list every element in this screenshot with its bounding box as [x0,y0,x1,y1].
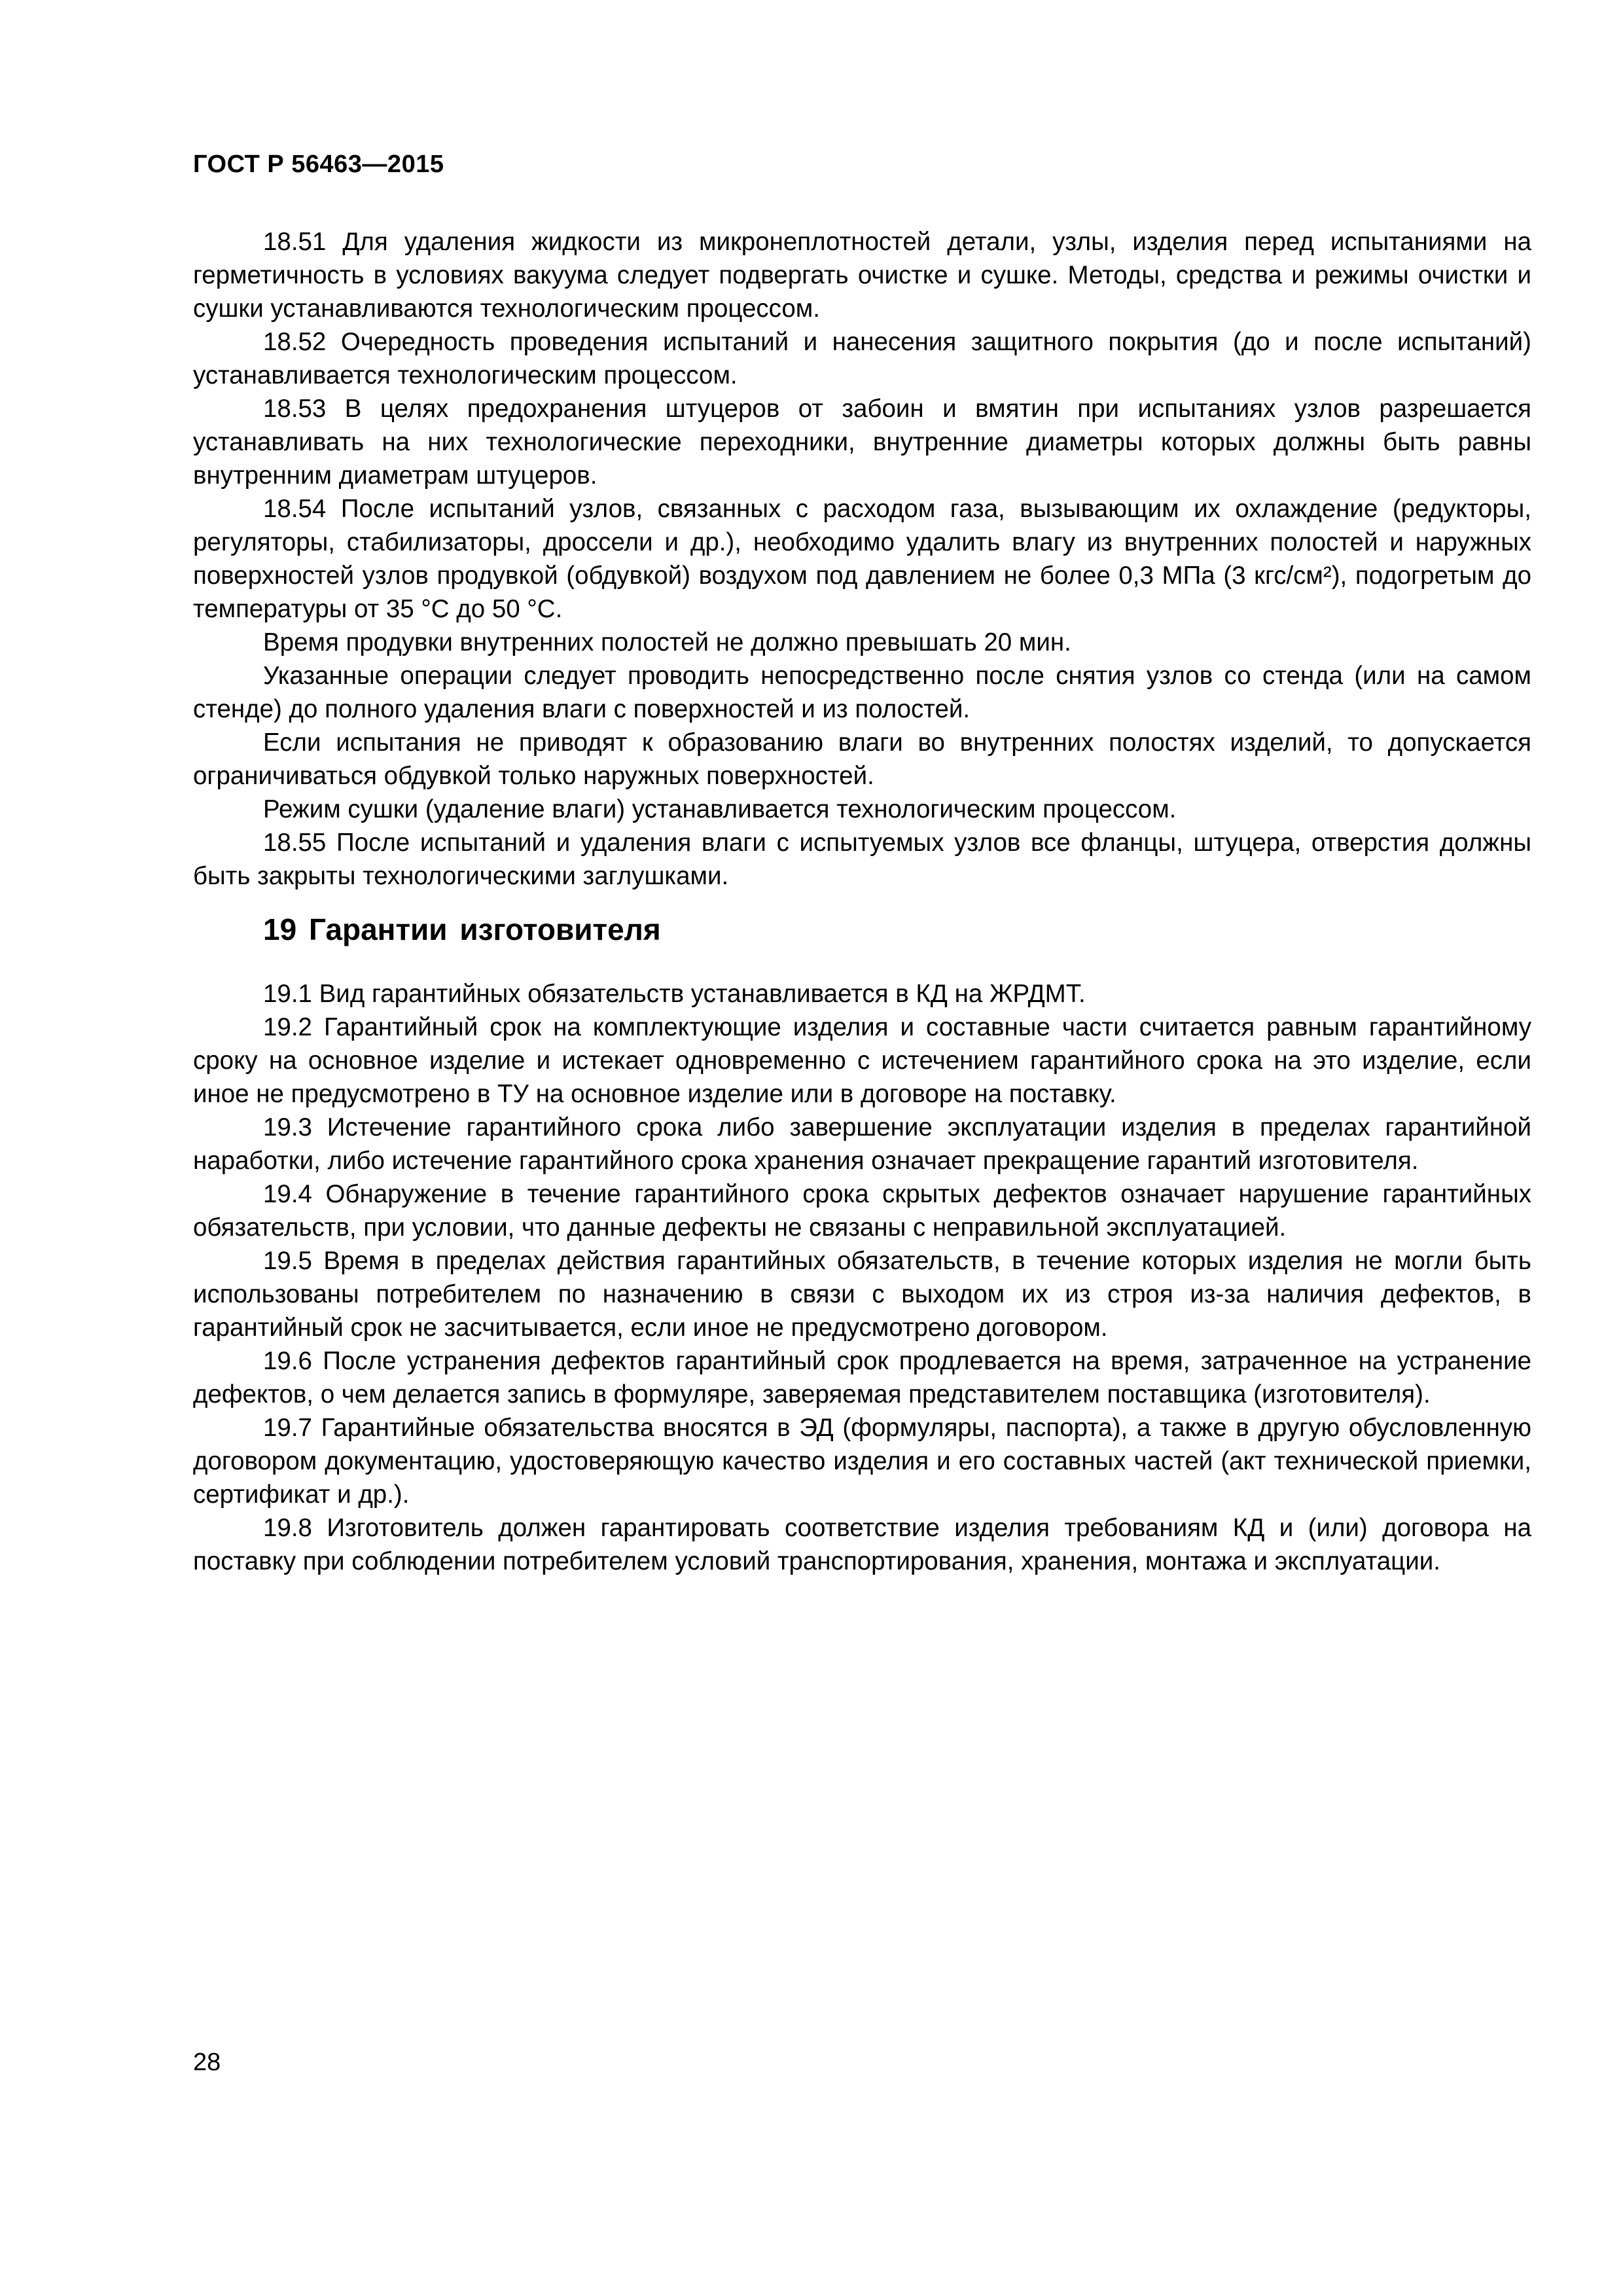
paragraph-18-53: 18.53 В целях предохранения штуцеров от забоин и вмятин при испытаниях узлов разрешается устанавливать на них технологические переходники, внутренние диаметры которых должны быть равны внутренним диаметрам штуцеров. [193,395,1531,490]
document-page [193,0,1531,2296]
paragraph-19-4: 19.4 Обнаружение в течение гарантийного срока скрытых дефектов означает нарушение гарантийных обязательств, при условии, что данные дефекты не связаны с неправильной эксплуатацией. [193,1180,1531,1242]
paragraph-18-55: 18.55 После испытаний и удаления влаги с испытуемых узлов все фланцы, штуцера, отверстия должны быть закрыты технологическими заглушками. [193,829,1531,890]
paragraph-18-54-drying-mode: Режим сушки (удаление влаги) устанавливается технологическим процессом. [263,795,1177,823]
paragraph-19-5: 19.5 Время в пределах действия гарантийных обязательств, в течение которых изделия не могли быть использованы потребителем по назначению в связи с выходом их из строя из-за наличия дефектов, в гарантийный срок не засчитывается, если иное не предусмотрено договором. [193,1247,1531,1342]
page-number: 28 [193,2049,221,2076]
paragraph-18-54-blowing-time: Время продувки внутренних полостей не должно превышать 20 мин. [263,628,1071,656]
paragraph-19-3: 19.3 Истечение гарантийного срока либо завершение эксплуатации изделия в пределах гарантийной наработки, либо истечение гарантийного срока хранения означает прекращение гарантий изготовителя. [193,1113,1531,1175]
paragraph-18-54: 18.54 После испытаний узлов, связанных с расходом газа, вызывающим их охлаждение (редукторы, регуляторы, стабилизаторы, дроссели и др.), необходимо удалить влагу из внутренних полостей и наружных поверхностей узлов продувкой (обдувкой) воздухом под давлением не более 0,3 МПа (3 кгс/см²), подогретым до температуры от 35 °С до 50 °С. [193,495,1531,623]
paragraph-19-2: 19.2 Гарантийный срок на комплектующие изделия и составные части считается равным гарантийному сроку на основное изделие и истекает одновременно с истечением гарантийного срока на это изделие, если иное не предусмотрено в ТУ на основное изделие или в договоре на поставку. [193,1013,1531,1108]
paragraph-18-54-external-blowing: Если испытания не приводят к образованию влаги во внутренних полостях изделий, то допускается ограничиваться обдувкой только наружных поверхностей. [193,728,1531,790]
paragraph-18-52: 18.52 Очередность проведения испытаний и нанесения защитного покрытия (до и после испытаний) устанавливается технологическим процессом. [193,328,1531,389]
paragraph-19-7: 19.7 Гарантийные обязательства вносятся в ЭД (формуляры, паспорта), а также в другую обусловленную договором документацию, удостоверяющую качество изделия и его составных частей (акт технической приемки, сертификат и др.). [193,1414,1531,1509]
paragraph-19-8: 19.8 Изготовитель должен гарантировать соответствие изделия требованиям КД и (или) договора на поставку при соблюдении потребителем условий транспортирования, хранения, монтажа и эксплуатации. [193,1514,1531,1575]
section-18-text [193,225,1531,893]
paragraph-19-1: 19.1 Вид гарантийных обязательств устанавливается в КД на ЖРДМТ. [263,980,1086,1008]
paragraph-18-54-operations: Указанные операции следует проводить непосредственно после снятия узлов со стенда (или на самом стенде) до полного удаления влаги с поверхностей и из полостей. [193,662,1531,723]
paragraph-18-51: 18.51 Для удаления жидкости из микронеплотностей детали, узлы, изделия перед испытаниями на герметичность в условиях вакуума следует подвергать очистке и сушке. Методы, средства и режимы очистки и сушки устанавливаются технологическим процессом. [193,228,1531,323]
section-19-text [193,977,1531,1578]
paragraph-19-6: 19.6 После устранения дефектов гарантийный срок продлевается на время, затраченное на устранение дефектов, о чем делается запись в формуляре, заверяемая представителем поставщика (изготовителя). [193,1347,1531,1408]
section-19-heading: 19 Гарантии изготовителя [263,912,661,946]
document-code-header: ГОСТ Р 56463—2015 [193,151,444,178]
